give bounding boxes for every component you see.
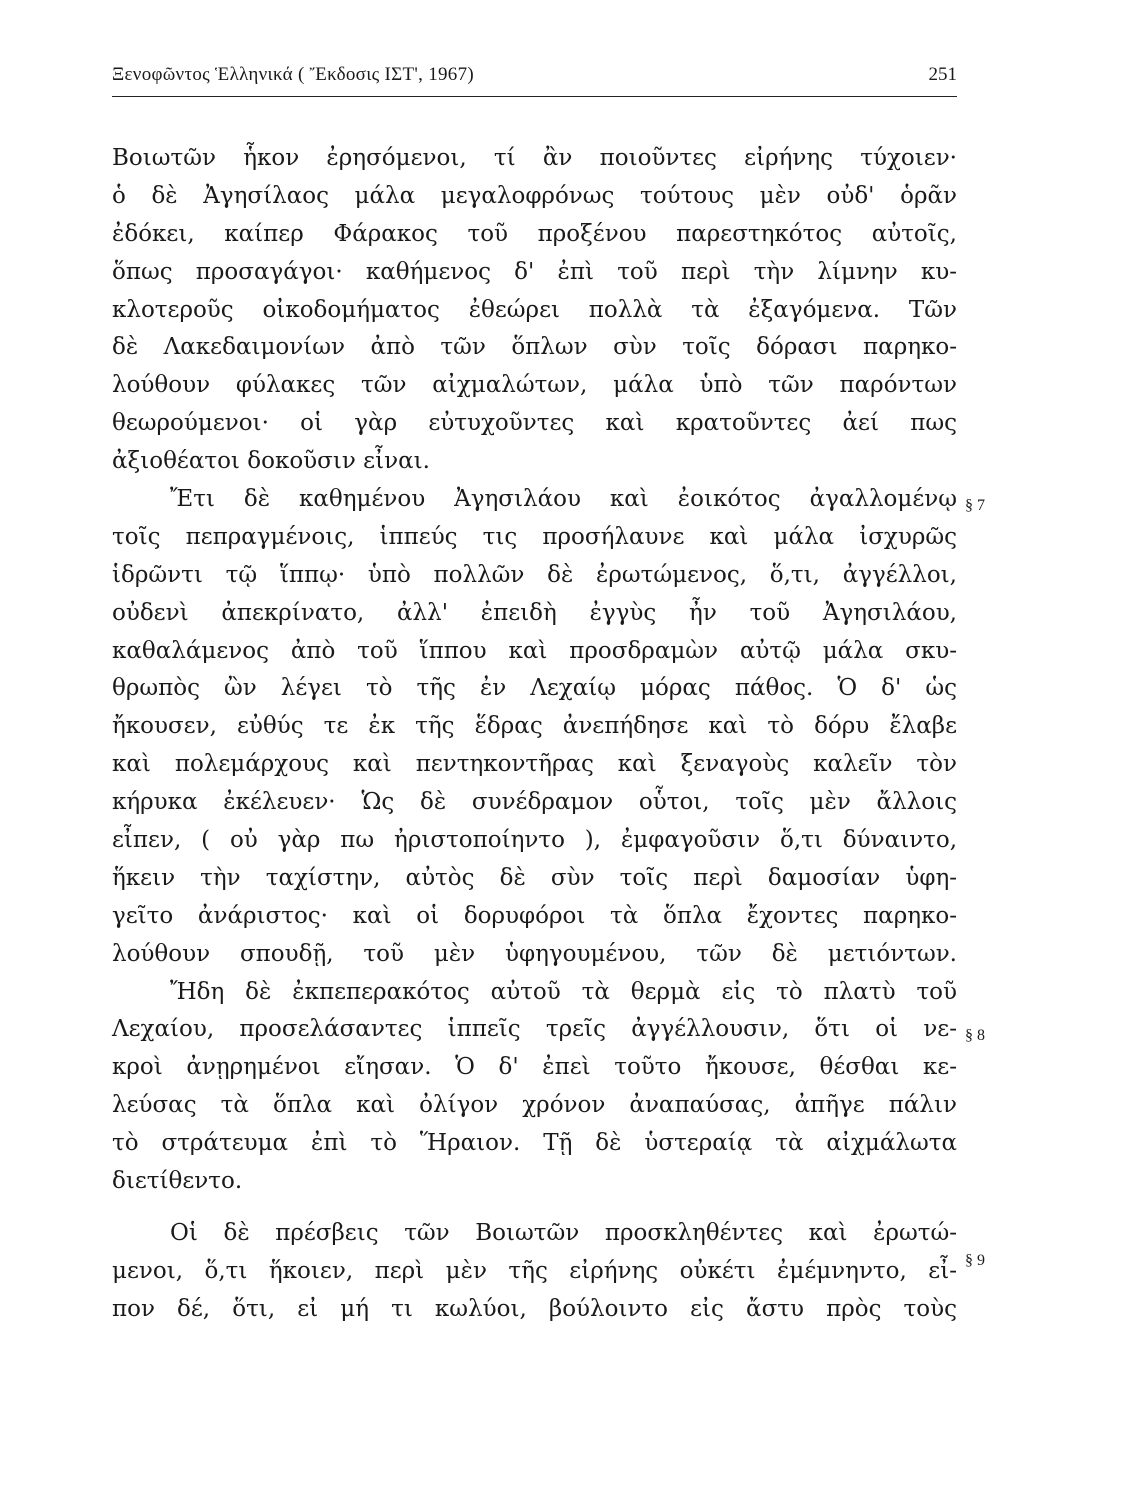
page-number: 251	[928, 64, 957, 85]
text-line: ἤκουσεν, εὐθύς τε ἐκ τῆς ἕδρας ἀνεπήδησε καὶ τὸ δόρυ ἔλαβε	[112, 713, 957, 740]
text-line: θρωπὸς ὢν λέγει τὸ τῆς ἐν Λεχαίῳ μόρας πάθος. Ὁ δ' ὡς	[112, 675, 957, 702]
running-header	[112, 60, 957, 97]
text-line: εἶπεν, ( οὐ γὰρ πω ἠριστοποίηντο ), ἐμφαγοῦσιν ὅ,τι δύναιντο,	[112, 827, 957, 854]
text-line: ὁ δὲ Ἀγησίλαος μάλα μεγαλοφρόνως τούτους μὲν οὐδ' ὁρᾶν	[112, 182, 957, 209]
running-title: Ξενοφῶντος Ἑλληνικά ( Ἔκδοσις ΙΣΤ', 1967)	[112, 64, 475, 85]
greek-text-body	[112, 140, 957, 1329]
text-line: Βοιωτῶν ἧκον ἐρησόμενοι, τί ἂν ποιοῦντες εἰρήνης τύχοιεν·	[112, 145, 957, 171]
text-line: ἱδρῶντι τῷ ἵππῳ· ὑπὸ πολλῶν δὲ ἐρωτώμενος, ὅ,τι, ἀγγέλλοι,	[112, 561, 957, 588]
text-line: γεῖτο ἀνάριστος· καὶ οἱ δορυφόροι τὰ ὅπλα ἔχοντες παρηκο-	[112, 902, 957, 929]
text-line: μενοι, ὅ,τι ἥκοιεν, περὶ μὲν τῆς εἰρήνης οὐκέτι ἐμέμνηντο, εἶ-	[112, 1257, 957, 1284]
text-line: κροὶ ἀνῃρημένοι εἴησαν. Ὁ δ' ἐπεὶ τοῦτο ἤκουσε, θέσθαι κε-	[112, 1054, 957, 1081]
text-line: τὸ στράτευμα ἐπὶ τὸ Ἥραιον. Τῇ δὲ ὑστεραίᾳ τὰ αἰχμάλωτα	[112, 1130, 957, 1157]
text-line: ὅπως προσαγάγοι· καθήμενος δ' ἐπὶ τοῦ περὶ τὴν λίμνην κυ-	[112, 258, 957, 285]
text-line: Λεχαίου, προσελάσαντες ἱππεῖς τρεῖς ἀγγέλλουσιν, ὅτι οἱ νε-	[112, 1016, 957, 1043]
text-line: λούθουν φύλακες τῶν αἰχμαλώτων, μάλα ὑπὸ τῶν παρόντων	[112, 372, 957, 399]
text-line: οὐδενὶ ἀπεκρίνατο, ἀλλ' ἐπειδὴ ἐγγὺς ἦν τοῦ Ἀγησιλάου,	[112, 599, 957, 626]
text-line: ἥκειν τὴν ταχίστην, αὐτὸς δὲ σὺν τοῖς περὶ δαμοσίαν ὑφη-	[112, 864, 957, 891]
section-marker-7: § 7	[965, 497, 985, 514]
text-line: λούθουν σπουδῇ, τοῦ μὲν ὑφηγουμένου, τῶν δὲ μετιόντων.	[112, 940, 957, 967]
text-line: πον δέ, ὅτι, εἰ μή τι κωλύοι, βούλοιντο εἰς ἄστυ πρὸς τοὺς	[112, 1295, 957, 1322]
paragraph-start-line: Ἔτι δὲ καθημένου Ἀγησιλάου καὶ ἐοικότος ἀγαλλομένῳ	[170, 486, 957, 513]
paragraph-start-line: Ἤδη δὲ ἐκπεπερακότος αὐτοῦ τὰ θερμὰ εἰς τὸ πλατὺ τοῦ	[170, 978, 957, 1005]
text-line: τοῖς πεπραγμένοις, ἱππεύς τις προσήλαυνε καὶ μάλα ἰσχυρῶς	[112, 523, 957, 550]
text-line: κλοτεροῦς οἰκοδομήματος ἐθεώρει πολλὰ τὰ ἐξαγόμενα. Τῶν	[112, 296, 957, 323]
text-line: λεύσας τὰ ὅπλα καὶ ὀλίγον χρόνον ἀναπαύσας, ἀπῆγε πάλιν	[112, 1092, 957, 1119]
text-line: ἐδόκει, καίπερ Φάρακος τοῦ προξένου παρεστηκότος αὐτοῖς,	[112, 220, 957, 247]
section-marker-8: § 8	[965, 1027, 985, 1044]
text-line: καὶ πολεμάρχους καὶ πεντηκοντῆρας καὶ ξεναγοὺς καλεῖν τὸν	[112, 751, 957, 778]
text-line: κήρυκα ἐκέλευεν· Ὡς δὲ συνέδραμον οὗτοι, τοῖς μὲν ἄλλοις	[112, 789, 957, 816]
paragraph-start-line: Οἱ δὲ πρέσβεις τῶν Βοιωτῶν προσκληθέντες καὶ ἐρωτώ-	[170, 1219, 957, 1246]
text-line: θεωρούμενοι· οἱ γὰρ εὐτυχοῦντες καὶ κρατοῦντες ἀεί πως	[112, 410, 957, 437]
text-line: διετίθεντο.	[112, 1168, 243, 1195]
text-line: δὲ Λακεδαιμονίων ἀπὸ τῶν ὅπλων σὺν τοῖς δόρασι παρηκο-	[112, 334, 957, 361]
section-marker-9: § 9	[965, 1252, 985, 1269]
text-line: ἀξιοθέατοι δοκοῦσιν εἶναι.	[112, 448, 430, 475]
text-line: καθαλάμενος ἀπὸ τοῦ ἵππου καὶ προσδραμὼν αὐτῷ μάλα σκυ-	[112, 637, 957, 664]
